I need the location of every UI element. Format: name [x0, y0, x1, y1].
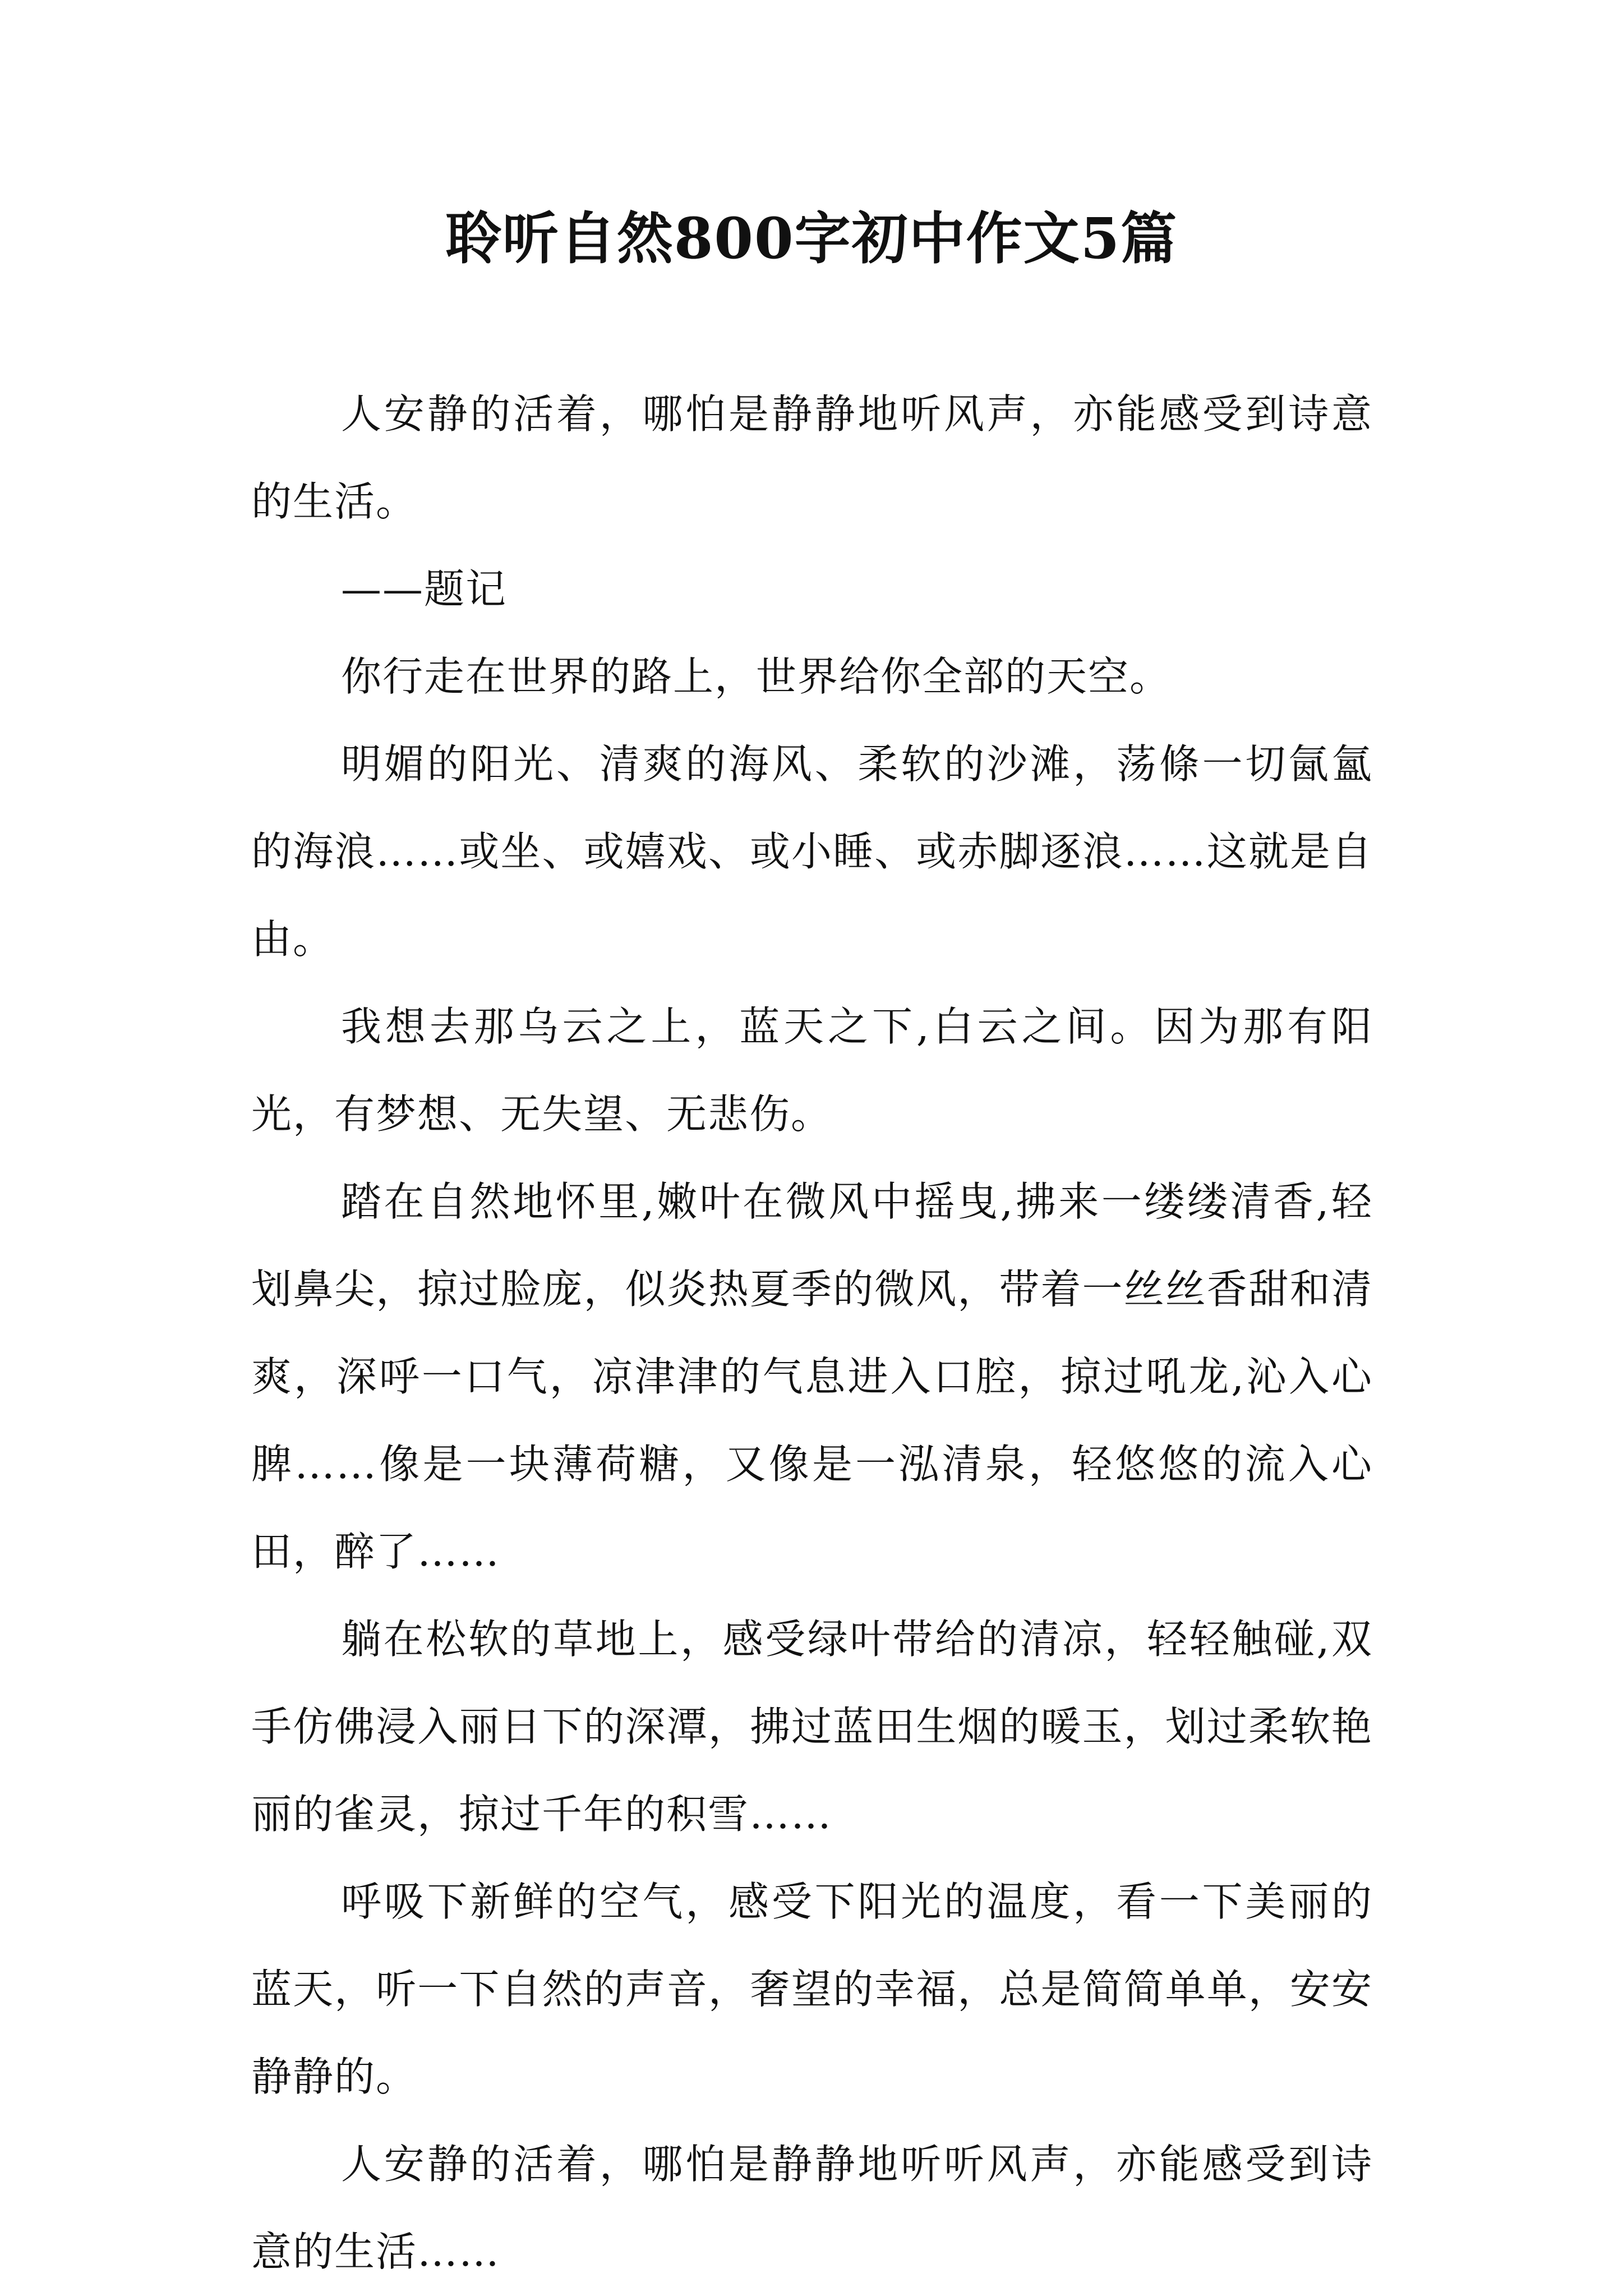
- paragraph: 呼吸下新鲜的空气，感受下阳光的温度，看一下美丽的蓝天，听一下自然的声音，奢望的幸福，总是简简单单，安安静静的。: [251, 1878, 1373, 2100]
- document-title: 聆听自然800字初中作文5篇: [445, 205, 1178, 272]
- document-body: [251, 370, 1373, 2295]
- paragraph: 踏在自然地怀里,嫩叶在微风中摇曳,拂来一缕缕清香,轻划鼻尖，掠过脸庞，似炎热夏季的微风，带着一丝丝香甜和清爽，深呼一口气，凉津津的气息进入口腔，掠过吼龙,沁入心脾……像是一块薄荷糖，又像是一泓清泉，轻悠悠的流入心田，醉了……: [251, 1178, 1373, 1575]
- paragraph-epigraph: ——题记: [341, 565, 508, 613]
- paragraph: 你行走在世界的路上，世界给你全部的天空。: [341, 653, 1172, 700]
- paragraph: 明媚的阳光、清爽的海风、柔软的沙滩，荡條一切氤氳的海浪……或坐、或嬉戏、或小睡、或赤脚逐浪……这就是自由。: [251, 740, 1373, 963]
- paragraph-intro: 人安静的活着，哪怕是静静地听风声，亦能感受到诗意的生活。: [251, 390, 1373, 525]
- paragraph-closing: 人安静的活着，哪怕是静静地听听风声，亦能感受到诗意的生活……: [251, 2141, 1373, 2275]
- paragraph: 躺在松软的草地上，感受绿叶带给的清凉，轻轻触碰,双手仿佛浸入丽日下的深潭，拂过蓝田生烟的暖玉，划过柔软艳丽的雀灵，掠过千年的积雪……: [251, 1616, 1373, 1838]
- paragraph: 我想去那乌云之上，蓝天之下,白云之间。因为那有阳光，有梦想、无失望、无悲伤。: [251, 1003, 1373, 1138]
